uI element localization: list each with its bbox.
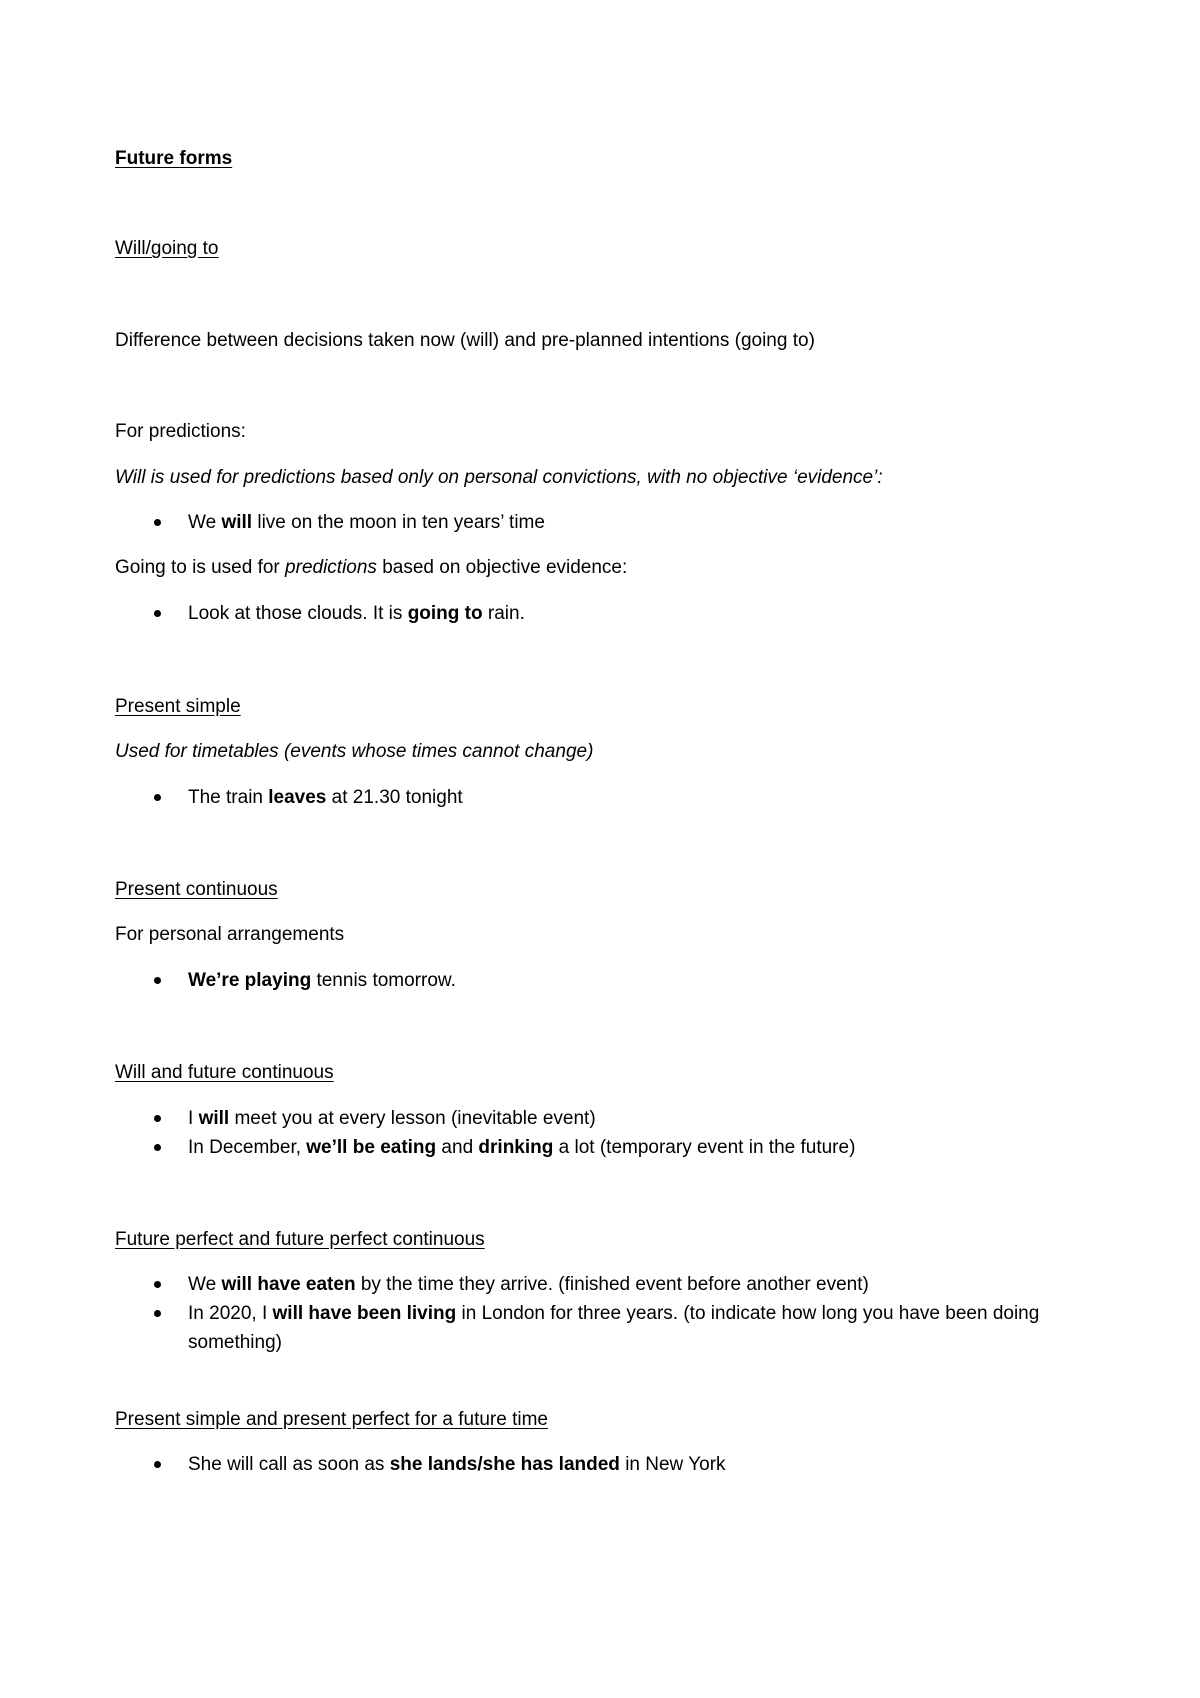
bullet-text: She will call as soon as she lands/she has landed in New York [188,1454,726,1475]
document-title: Future forms [115,148,233,169]
bullet-text: Look at those clouds. It is going to rain. [188,603,525,624]
bullet-text: I will meet you at every lesson (inevitable event) [188,1108,596,1129]
bullet-text: The train leaves at 21.30 tonight [188,787,463,808]
bullet-icon [154,1115,161,1122]
section-heading-present-for-future: Present simple and present perfect for a future time [115,1409,548,1430]
section-heading-will-future-continuous: Will and future continuous [115,1062,334,1083]
bullet-icon [154,610,161,617]
bullet-icon [154,1281,161,1288]
bullet-text: In December, we’ll be eating and drinking a lot (temporary event in the future) [188,1137,856,1158]
section-heading-will-going-to: Will/going to [115,238,219,259]
bullet-text: We’re playing tennis tomorrow. [188,970,456,991]
going-to-note: Going to is used for predictions based on objective evidence: [115,557,628,578]
intro-text: Difference between decisions taken now (will) and pre-planned intentions (going to) [115,330,815,351]
bullet-icon [154,519,161,526]
bullet-icon [154,794,161,801]
bullet-icon [154,1144,161,1151]
section-heading-present-continuous: Present continuous [115,879,278,900]
predictions-italic-note: Will is used for predictions based only on personal convictions, with no objective ‘evidence’: [115,467,883,488]
section-heading-future-perfect: Future perfect and future perfect continuous [115,1229,485,1250]
bullet-text: In 2020, I will have been living in London for three years. (to indicate how long you have been doing something) [188,1303,1040,1353]
present-continuous-note: For personal arrangements [115,924,345,945]
section-heading-present-simple: Present simple [115,696,241,717]
bullet-icon [154,977,161,984]
bullet-text: We will have eaten by the time they arrive. (finished event before another event) [188,1274,869,1295]
present-simple-note: Used for timetables (events whose times cannot change) [115,741,594,762]
bullet-icon [154,1310,161,1317]
bullet-icon [154,1461,161,1468]
bullet-text: We will live on the moon in ten years’ time [188,512,545,533]
predictions-label: For predictions: [115,421,246,442]
